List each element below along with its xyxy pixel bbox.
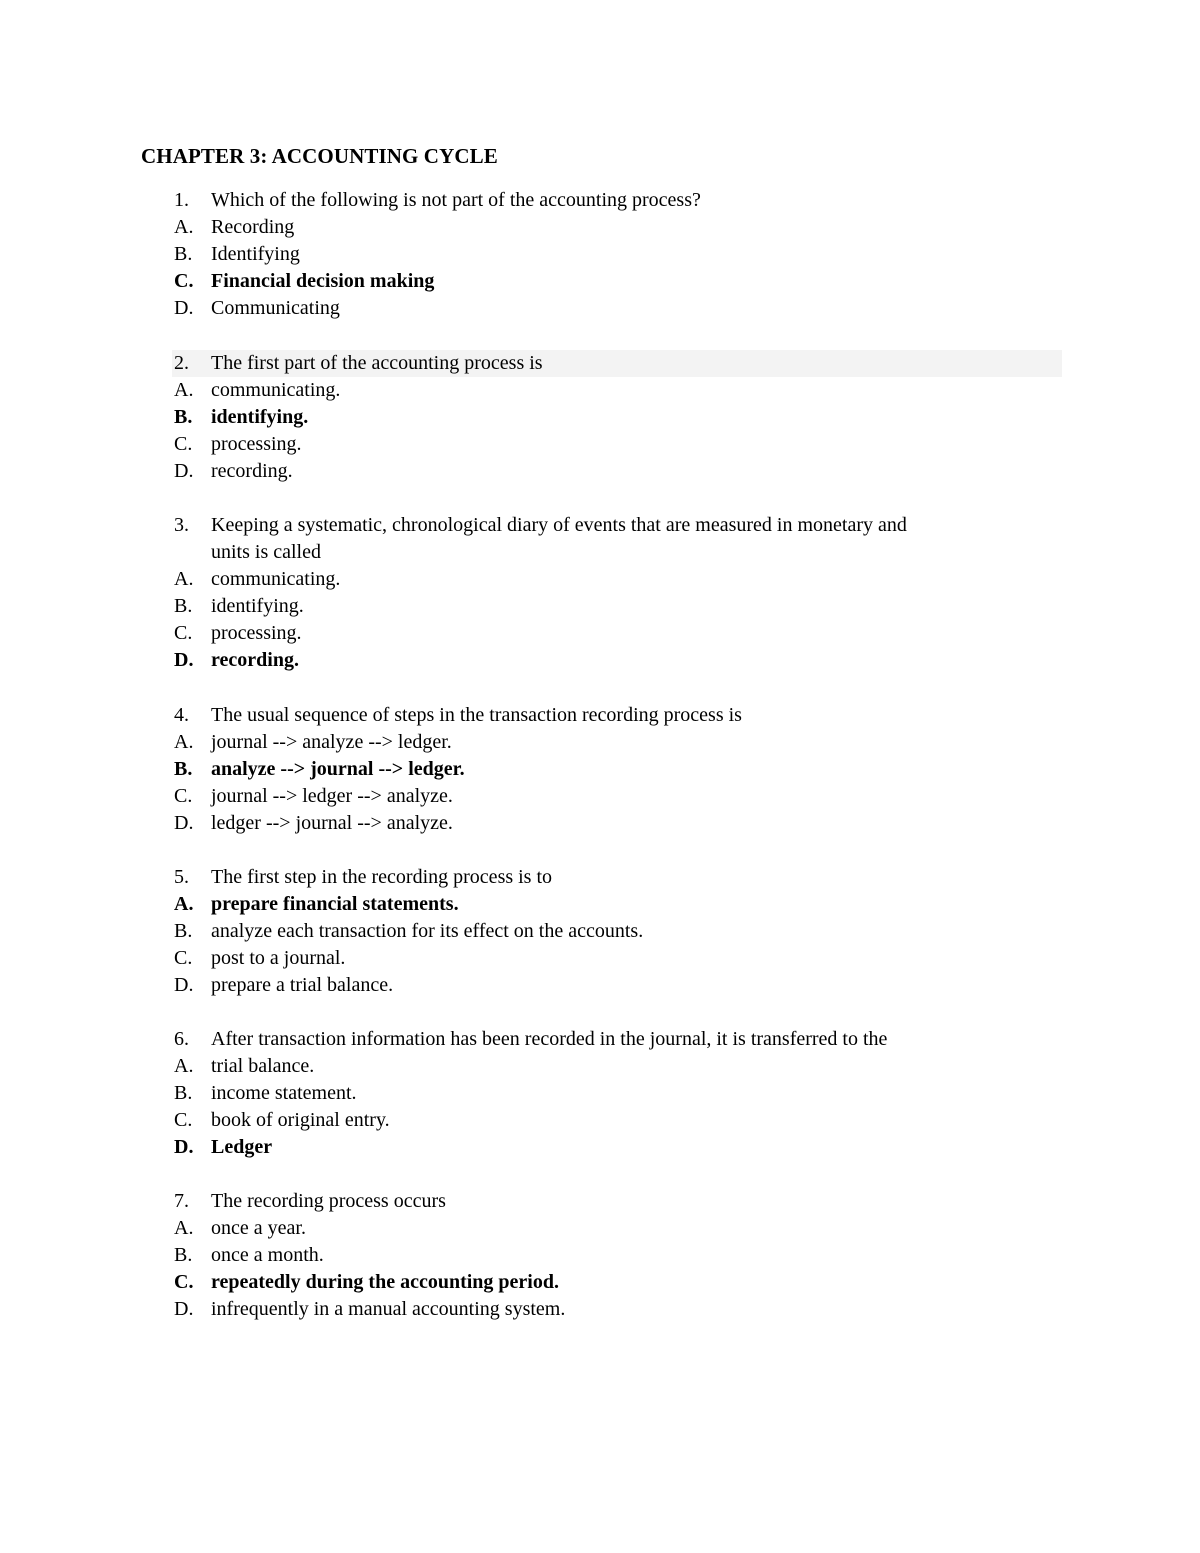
answer-option <box>0 783 1200 810</box>
option-text: once a month. <box>211 1244 324 1266</box>
answer-option-correct <box>0 404 1200 431</box>
answer-option <box>0 945 1200 972</box>
answer-option <box>0 295 1200 322</box>
option-text: communicating. <box>211 568 341 590</box>
option-letter: D. <box>174 974 194 996</box>
question-4 <box>0 702 1200 837</box>
answer-option-correct <box>0 1269 1200 1296</box>
answer-option-correct <box>0 891 1200 918</box>
answer-option <box>0 593 1200 620</box>
option-letter: B. <box>174 1082 193 1104</box>
question-text: The first step in the recording process is to <box>211 866 553 888</box>
answer-option <box>0 972 1200 999</box>
option-text: communicating. <box>211 379 341 401</box>
answer-option <box>0 1053 1200 1080</box>
option-text: book of original entry. <box>211 1109 390 1131</box>
question-5 <box>0 864 1200 999</box>
option-letter: C. <box>174 947 193 969</box>
question-number: 7. <box>174 1190 189 1212</box>
option-text: repeatedly during the accounting period. <box>211 1271 559 1293</box>
question-text: The usual sequence of steps in the transaction recording process is <box>211 704 742 726</box>
answer-option <box>0 1107 1200 1134</box>
option-text: analyze --> journal --> ledger. <box>211 758 465 780</box>
option-letter: D. <box>174 1298 194 1320</box>
question-stem-line <box>0 539 1200 566</box>
question-number: 3. <box>174 514 189 536</box>
question-text: The first part of the accounting process is <box>211 352 543 374</box>
question-number: 1. <box>174 189 189 211</box>
option-text: processing. <box>211 433 302 455</box>
answer-option <box>0 241 1200 268</box>
option-text: income statement. <box>211 1082 357 1104</box>
answer-option <box>0 377 1200 404</box>
option-text: analyze each transaction for its effect on the accounts. <box>211 920 644 942</box>
question-number: 5. <box>174 866 189 888</box>
option-text: journal --> ledger --> analyze. <box>211 785 453 807</box>
page-title: CHAPTER 3: ACCOUNTING CYCLE <box>141 144 498 168</box>
option-text: prepare a trial balance. <box>211 974 394 996</box>
question-stem-line <box>172 350 1062 377</box>
answer-option <box>0 620 1200 647</box>
option-letter: C. <box>174 622 193 644</box>
question-stem-line <box>0 1188 1200 1215</box>
answer-option <box>0 729 1200 756</box>
option-letter: D. <box>174 460 194 482</box>
question-text: Which of the following is not part of the accounting process? <box>211 189 701 211</box>
option-text: identifying. <box>211 406 309 428</box>
question-stem-line <box>0 702 1200 729</box>
option-text: Recording <box>211 216 295 238</box>
option-letter: A. <box>174 216 194 238</box>
option-letter: C. <box>174 433 193 455</box>
option-text: once a year. <box>211 1217 306 1239</box>
answer-option <box>0 810 1200 837</box>
option-letter: C. <box>174 1109 193 1131</box>
option-letter: D. <box>174 297 194 319</box>
option-text: recording. <box>211 649 299 671</box>
option-letter: A. <box>174 568 194 590</box>
option-letter: B. <box>174 758 193 780</box>
option-letter: D. <box>174 812 194 834</box>
question-text: Keeping a systematic, chronological diary of events that are measured in monetary and <box>211 514 907 536</box>
question-3 <box>0 512 1200 674</box>
question-1 <box>0 187 1200 322</box>
option-letter: B. <box>174 243 193 265</box>
question-2 <box>0 350 1200 485</box>
question-number: 6. <box>174 1028 189 1050</box>
question-7 <box>0 1188 1200 1323</box>
option-text: Ledger <box>211 1136 273 1158</box>
option-text: Financial decision making <box>211 270 435 292</box>
option-text: journal --> analyze --> ledger. <box>211 731 452 753</box>
answer-option-correct <box>0 268 1200 295</box>
question-stem-line <box>0 864 1200 891</box>
answer-option <box>0 431 1200 458</box>
question-stem-line <box>0 1026 1200 1053</box>
question-text: After transaction information has been recorded in the journal, it is transferred to the <box>211 1028 888 1050</box>
answer-option <box>0 1080 1200 1107</box>
option-text: trial balance. <box>211 1055 315 1077</box>
option-letter: B. <box>174 406 193 428</box>
option-letter: A. <box>174 731 194 753</box>
answer-option-correct <box>0 647 1200 674</box>
option-text: ledger --> journal --> analyze. <box>211 812 453 834</box>
option-letter: A. <box>174 379 194 401</box>
option-letter: A. <box>174 1055 194 1077</box>
question-number: 4. <box>174 704 189 726</box>
option-letter: C. <box>174 270 194 292</box>
question-6 <box>0 1026 1200 1161</box>
option-text: recording. <box>211 460 293 482</box>
answer-option-correct <box>0 756 1200 783</box>
answer-option <box>0 1242 1200 1269</box>
answer-option <box>0 458 1200 485</box>
question-text: The recording process occurs <box>211 1190 446 1212</box>
answer-option <box>0 1296 1200 1323</box>
option-text: identifying. <box>211 595 304 617</box>
question-number: 2. <box>174 352 189 374</box>
option-text: prepare financial statements. <box>211 893 459 915</box>
option-letter: A. <box>174 893 194 915</box>
option-letter: B. <box>174 920 193 942</box>
answer-option <box>0 1215 1200 1242</box>
option-letter: B. <box>174 595 193 617</box>
option-text: Identifying <box>211 243 300 265</box>
option-letter: D. <box>174 649 194 671</box>
option-letter: D. <box>174 1136 194 1158</box>
answer-option <box>0 918 1200 945</box>
answer-option-correct <box>0 1134 1200 1161</box>
option-letter: C. <box>174 1271 194 1293</box>
question-stem-line <box>0 187 1200 214</box>
answer-option <box>0 214 1200 241</box>
option-text: Communicating <box>211 297 340 319</box>
option-text: infrequently in a manual accounting system. <box>211 1298 566 1320</box>
answer-option <box>0 566 1200 593</box>
option-letter: C. <box>174 785 193 807</box>
question-text: units is called <box>211 541 321 563</box>
option-letter: A. <box>174 1217 194 1239</box>
question-stem-line <box>0 512 1200 539</box>
option-letter: B. <box>174 1244 193 1266</box>
option-text: post to a journal. <box>211 947 346 969</box>
option-text: processing. <box>211 622 302 644</box>
